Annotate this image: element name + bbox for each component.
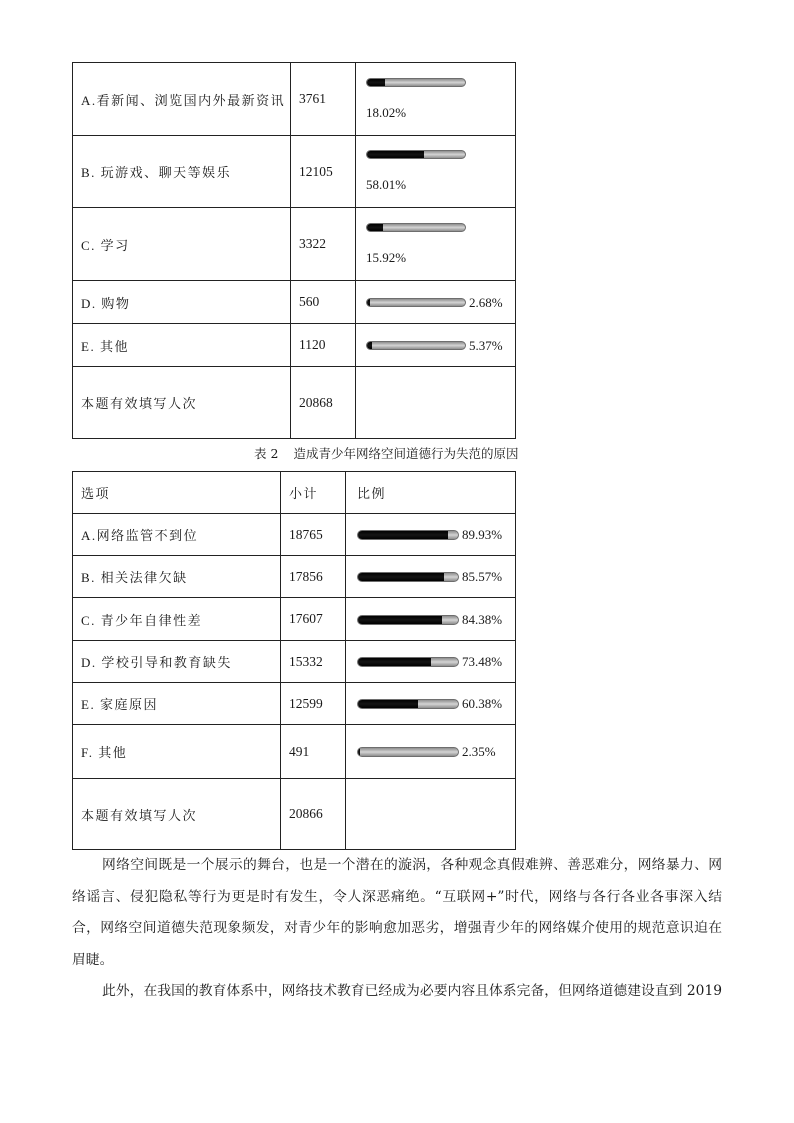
table-row [73,641,516,683]
total-label-cell [73,367,291,439]
count-value: 12599 [289,695,323,711]
total-row [73,779,516,850]
paragraph-line: 眉睫。 [72,951,114,968]
percent-bar-fill [358,748,360,756]
ratio-cell [346,725,516,779]
count-cell [281,598,346,641]
option-label: E. 其他 [81,338,129,354]
percent-bar-fill [358,658,431,666]
option-label: E. 家庭原因 [81,697,158,712]
table-row [73,208,516,281]
total-count: 20866 [289,806,323,821]
header-count [281,472,346,514]
percent-label: 58.01% [366,177,407,192]
paragraph-line: 网络空间既是一个展示的舞台，也是一个潜在的漩涡，各种观念真假难辨、善恶难分，网络暴力、网 [102,857,722,873]
count-cell [291,281,356,324]
paragraph-line: 络谣言、侵犯隐私等行为更是时有发生，令人深恶痛绝。“互联网+”时代，网络与各行各业各事深入结 [72,888,722,905]
percent-bar [357,572,459,582]
option-cell [73,641,281,683]
percent-bar-fill [367,299,370,306]
count-cell [281,556,346,598]
option-cell [73,136,291,208]
option-label: C. 青少年自律性差 [81,612,203,628]
count-value: 491 [289,743,310,759]
paragraph-line: 此外，在我国的教育体系中，网络技术教育已经成为必要内容且体系完备，但网络道德建设直到 2019 [102,983,722,999]
table-row [73,281,516,324]
table-2-caption [254,446,518,462]
header-option-label: 选项 [81,486,111,501]
option-label: D. 学校引导和教育缺失 [81,655,232,670]
header-count-label: 小计 [289,486,319,501]
ratio-cell [356,63,516,136]
table-2 [72,471,516,850]
percent-label: 89.93% [462,527,503,542]
percent-bar-fill [358,616,442,624]
total-label: 本题有效填写人次 [81,807,198,823]
percent-label: 2.35% [462,744,496,759]
option-cell [73,324,291,367]
body-text [72,850,722,1008]
header-ratio-label: 比例 [357,486,387,501]
table-row [73,324,516,367]
table-1 [72,62,516,439]
percent-bar [366,341,466,350]
percent-bar [357,615,459,625]
option-cell [73,683,281,725]
option-cell [73,725,281,779]
count-cell [291,63,356,136]
total-ratio-cell [356,367,516,439]
total-count-cell [291,367,356,439]
count-value: 3322 [299,236,326,251]
percent-bar [357,699,459,709]
caption-label: 表 2 [254,446,279,461]
ratio-cell [356,324,516,367]
count-cell [281,641,346,683]
header-ratio [346,472,516,514]
total-count: 20868 [299,394,333,410]
ratio-cell [356,281,516,324]
count-cell [291,208,356,281]
count-value: 17856 [289,568,323,584]
option-label: A.看新闻、浏览国内外最新资讯 [81,92,286,108]
total-count-cell [281,779,346,850]
ratio-cell [346,556,516,598]
option-label: A.网络监管不到位 [81,528,199,543]
percent-bar-fill [358,700,418,708]
option-label: C. 学习 [81,237,130,253]
table-row [73,683,516,725]
percent-label: 84.38% [462,611,503,627]
count-value: 12105 [299,163,333,179]
ratio-cell [346,641,516,683]
table-row [73,598,516,641]
percent-bar-fill [367,342,372,349]
percent-label: 2.68% [469,294,503,310]
percent-bar [366,298,466,307]
count-value: 3761 [299,91,326,106]
total-label: 本题有效填写人次 [81,396,198,411]
table-row [73,63,516,136]
table-header-row [73,472,516,514]
percent-label: 85.57% [462,569,503,584]
option-label: F. 其他 [81,745,128,760]
total-row [73,367,516,439]
caption-title: 造成青少年网络空间道德行为失范的原因 [293,446,519,461]
percent-bar-fill [367,79,385,86]
percent-bar [366,150,466,159]
percent-bar [357,530,459,540]
percent-label: 73.48% [462,654,503,669]
percent-label: 5.37% [469,337,503,353]
count-value: 18765 [289,526,323,542]
count-value: 15332 [289,653,323,669]
option-cell [73,556,281,598]
option-cell [73,281,291,324]
count-cell [281,683,346,725]
percent-label: 60.38% [462,696,503,711]
header-option [73,472,281,514]
option-label: B. 相关法律欠缺 [81,570,188,585]
option-cell [73,598,281,641]
percent-bar-fill [358,573,444,581]
table-row [73,514,516,556]
ratio-cell [346,598,516,641]
ratio-cell [346,514,516,556]
option-label: D. 购物 [81,295,131,311]
percent-bar-fill [358,531,448,539]
option-label: B. 玩游戏、聊天等娱乐 [81,165,232,180]
percent-bar [357,747,459,757]
count-cell [281,725,346,779]
total-label-cell [73,779,281,850]
option-cell [73,63,291,136]
percent-label: 18.02% [366,104,407,120]
percent-bar-fill [367,224,383,231]
paragraph-line: 合，网络空间道德失范现象频发，对青少年的影响愈加恶劣，增强青少年的网络媒介使用的规范意识迫在 [72,920,722,936]
ratio-cell [356,136,516,208]
table-row [73,136,516,208]
count-value: 560 [299,294,320,309]
percent-bar [357,657,459,667]
ratio-cell [356,208,516,281]
percent-bar [366,78,466,87]
count-value: 1120 [299,337,326,352]
ratio-cell [346,683,516,725]
total-ratio-cell [346,779,516,850]
count-cell [291,324,356,367]
table-row [73,725,516,779]
percent-bar [366,223,466,232]
option-cell [73,208,291,281]
percent-label: 15.92% [366,249,407,265]
count-cell [281,514,346,556]
table-row [73,556,516,598]
percent-bar-fill [367,151,424,158]
option-cell [73,514,281,556]
count-cell [291,136,356,208]
count-value: 17607 [289,611,323,626]
